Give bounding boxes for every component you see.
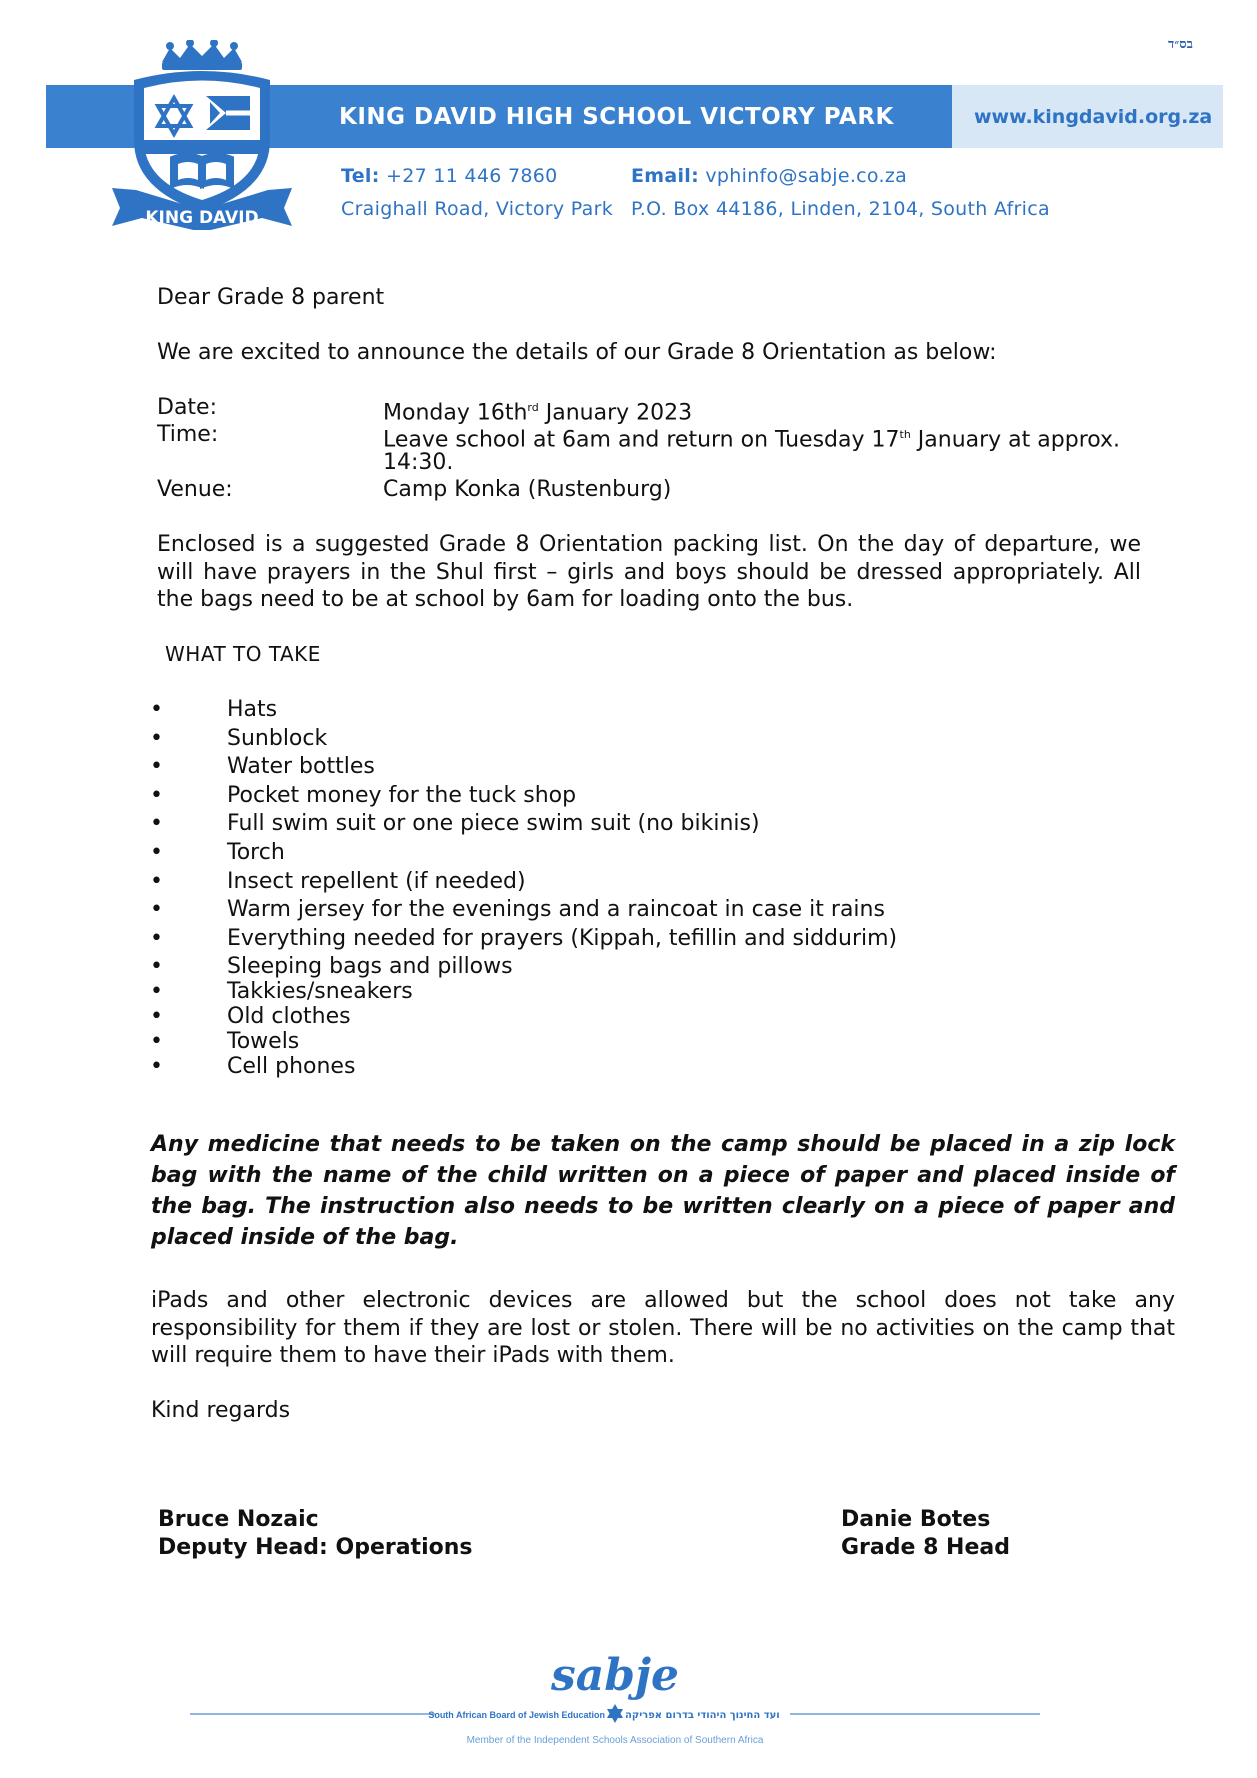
- address-line: Craighall Road, Victory Park: [341, 198, 614, 220]
- closing: Kind regards: [151, 1398, 291, 1423]
- email-label: Email:: [631, 165, 700, 187]
- board-name-hebrew: ועד החינוך היהודי בדרום אפריקה: [625, 1710, 780, 1721]
- sabje-logo: sabje: [551, 1652, 679, 1701]
- time-label: Time:: [157, 422, 219, 447]
- signatory-name: Danie Botes: [841, 1507, 991, 1532]
- flag-icon: [206, 96, 250, 130]
- bsd-mark: בס״ד: [1168, 37, 1193, 52]
- ipads-paragraph: iPads and other electronic devices are allowed but the school does not take any responsibility for them if they are lost or stolen. There will be no activities on the camp that will require them to have their iPads with them.: [151, 1288, 1175, 1368]
- footer-sabje: [190, 1652, 1050, 1752]
- time-superscript: th: [899, 428, 911, 441]
- medicine-note: Any medicine that needs to be taken on the camp should be placed in a zip lock bag with the name of the child written on a piece of paper and placed inside of the bag. The instruction also needs to be written clearly on a piece of paper and placed inside of the bag.: [151, 1132, 1175, 1250]
- star-of-david-icon: [607, 1704, 623, 1723]
- email-value[interactable]: vphinfo@sabje.co.za: [705, 165, 908, 187]
- tel-label: Tel:: [341, 165, 380, 187]
- venue-label: Venue:: [157, 477, 233, 502]
- crown-icon: [162, 40, 242, 70]
- time-value-line2: 14:30.: [383, 450, 454, 475]
- intro-paragraph: We are excited to announce the details of our Grade 8 Orientation as below:: [157, 340, 997, 365]
- signature-right: [841, 1506, 1010, 1562]
- venue-value: Camp Konka (Rustenburg): [383, 477, 672, 502]
- tel-line: [341, 165, 558, 187]
- date-value-tail: January 2023: [538, 400, 693, 426]
- signatory-title: Deputy Head: Operations: [158, 1535, 473, 1560]
- crest-label: KING DAVID: [145, 208, 259, 228]
- greeting: Dear Grade 8 parent: [157, 285, 385, 310]
- date-superscript: rd: [527, 401, 539, 414]
- board-name-english: South African Board of Jewish Education: [428, 1710, 605, 1720]
- time-value-tail: January at approx.: [910, 427, 1121, 453]
- date-value-main: Monday 16th: [383, 400, 528, 426]
- member-line: Member of the Independent Schools Association of Southern Africa: [466, 1735, 764, 1746]
- signatory-name: Bruce Nozaic: [158, 1507, 319, 1532]
- tel-value[interactable]: +27 11 446 7860: [385, 165, 558, 187]
- time-value: [383, 421, 1120, 454]
- website-link[interactable]: www.kingdavid.org.za: [974, 106, 1213, 128]
- signature-left: [158, 1506, 473, 1562]
- po-box-line: P.O. Box 44186, Linden, 2104, South Africa: [631, 198, 1050, 220]
- signatory-title: Grade 8 Head: [841, 1535, 1010, 1560]
- school-name: KING DAVID HIGH SCHOOL VICTORY PARK: [339, 104, 894, 130]
- book-icon: [172, 155, 232, 186]
- school-crest-logo: [112, 40, 292, 230]
- date-label: Date:: [157, 395, 217, 420]
- enclosed-paragraph: Enclosed is a suggested Grade 8 Orientation packing list. On the day of departure, we will have prayers in the Shul first – girls and boys should be dressed appropriately. All the bags need to be at school by 6am for loading onto the bus.: [157, 532, 1141, 612]
- what-to-take-heading: WHAT TO TAKE: [165, 642, 321, 666]
- email-line: [631, 165, 907, 187]
- time-value-main: Leave school at 6am and return on Tuesday 17: [383, 427, 900, 453]
